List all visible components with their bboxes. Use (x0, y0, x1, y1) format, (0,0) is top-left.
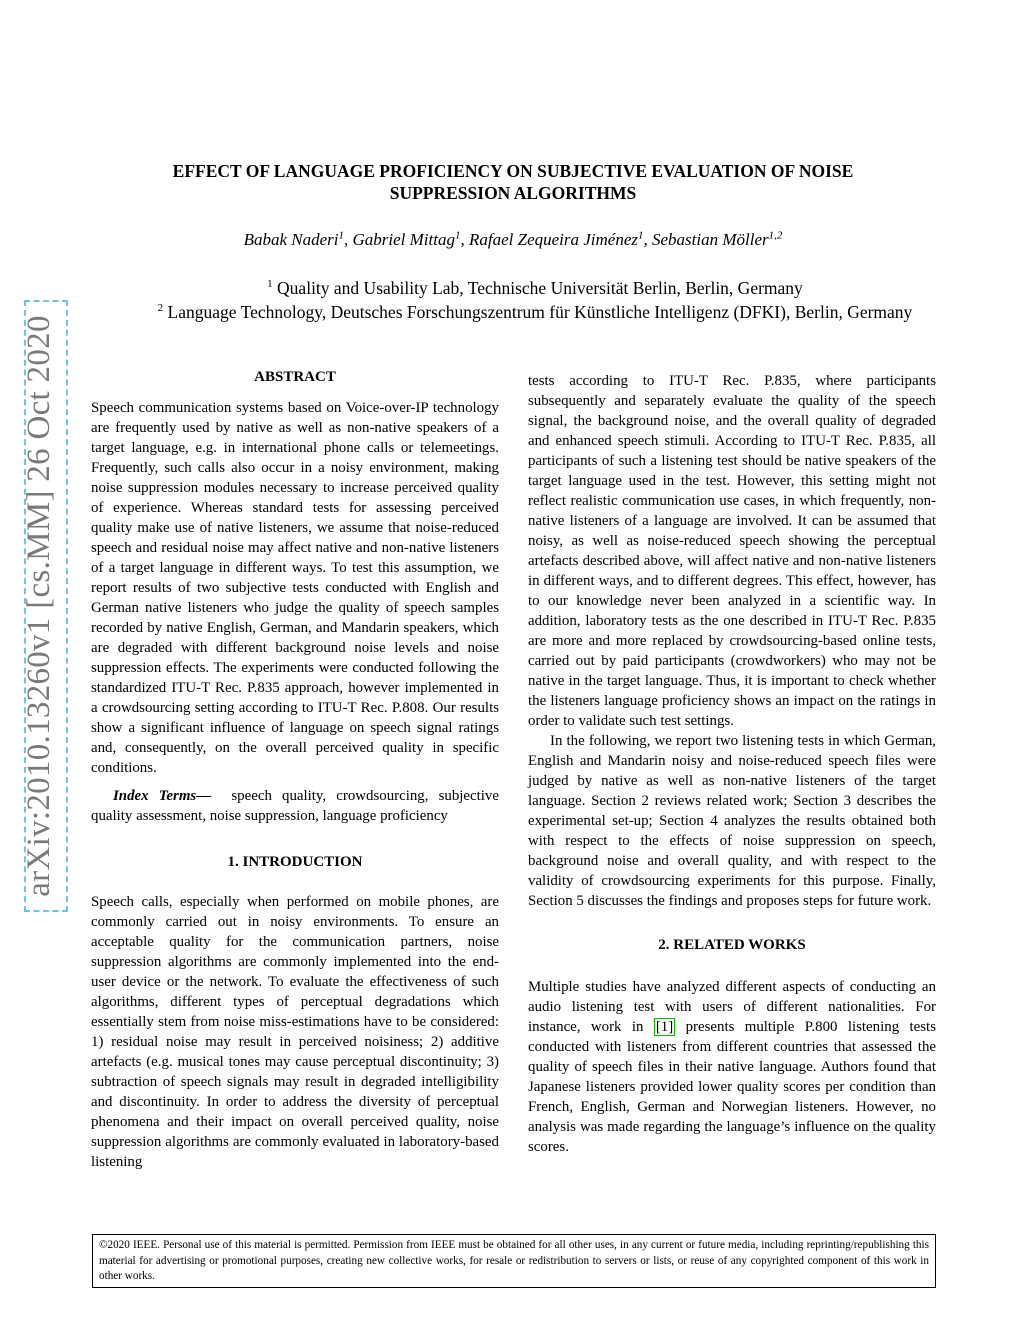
left-column (91, 367, 499, 1172)
author-name: Sebastian Möller (652, 230, 769, 249)
abstract-heading: ABSTRACT (254, 369, 336, 385)
introduction-heading: 1. INTRODUCTION (227, 854, 363, 870)
title-line-1: EFFECT OF LANGUAGE PROFICIENCY ON SUBJECTIVE EVALUATION OF NOISE (172, 161, 854, 181)
introduction-paragraph-1-continued: tests according to ITU-T Rec. P.835, where participants subsequently and separately evaluate the quality of the speech signal, the background noise, and the overall quality of degraded and enhanced speech stimuli. According to ITU-T Rec. P.835, all participants of such a listening test should be native speakers of the target language used in the test. However, this setting might not reflect realistic communication use cases, in which frequently, non-native listeners of a language are involved. It can be assumed that noisy, as well as noise-reduced speech showing the perceptual artefacts described above, will affect native and non-native listeners in different ways, and to different degrees. This effect, however, has to our knowledge never been analyzed in a scientific way. In addition, laboratory tests as the one described in ITU-T Rec. P.835 are more and more replaced by crowdsourcing-based online tests, carried out by paid participants (crowdworkers) who may not be native in the target language. Thus, it is important to check whether the listeners language proficiency shows an impact on the ratings in order to validate such test settings. (528, 373, 936, 729)
right-column (528, 371, 936, 1157)
title-line-2: SUPPRESSION ALGORITHMS (389, 183, 637, 203)
author-list: Babak Naderi$^1$, Gabriel Mittag$^1$, Rafael Zequeira Jiménez$^1$, Sebastian Möller$^{1,2}$ (243, 229, 783, 249)
related-text-start: Multiple studies have analyzed different aspects of conducting an audio listening test with users of different nationalities. For instance, work in (528, 979, 936, 1035)
related-works-paragraph (528, 977, 936, 1157)
author-affil-mark: 1 (638, 229, 644, 242)
introduction-paragraph-1: Speech calls, especially when performed on mobile phones, are commonly carried out in noisy environments. To ensure an acceptable quality for the communication partners, noise suppression algorithms are commonly implemented into the end-user device or the network. To evaluate the effectiveness of such algorithms, different types of perceptual degradations which essentially stem from noise miss-estimations have to be considered: 1) residual noise may result in perceived noisiness; 2) additive artefacts (e.g. musical tones may cause perceptual discontinuity; 3) subtraction of speech signals may result in degraded intelligibility and discontinuity. In order to address the diversity of perceptual phenomena and their impact on overall perceived quality, noise suppression algorithms are commonly evaluated in laboratory-based listening (91, 894, 499, 1170)
author-affil-mark: 1,2 (768, 229, 783, 242)
author-affil-mark: 1 (338, 229, 345, 242)
affiliation-mark: 1 (267, 278, 273, 291)
paper-title (100, 160, 926, 204)
index-terms-label: Index Terms— (113, 788, 212, 804)
copyright-notice: ©2020 IEEE. Personal use of this material is permitted. Permission from IEEE must be obtained for all other uses, in any current or future media, including reprinting/republishing this material for advertising or promotional purposes, creating new collective works, for resale or redistribution to servers or lists, or reuse of any copyrighted component of this work in other works. (92, 1234, 936, 1288)
author-name: Babak Naderi (243, 230, 339, 249)
author-name: Gabriel Mittag (352, 230, 455, 249)
related-text-end: presents multiple P.800 listening tests conducted with listeners from different countries that assessed the quality of speech files in their native language. Authors found that Japanese listeners provided lower quality scores per condition than French, English, German and Norwegian listeners. However, no analysis was made regarding the language’s influence on the quality scores. (528, 1019, 936, 1155)
affiliation-mark: 2 (157, 302, 164, 315)
index-terms-text: speech quality, crowdsourcing, subjective quality assessment, noise suppression, language proficiency (91, 788, 499, 824)
author-affil-mark: 1 (454, 229, 461, 242)
citation-link[interactable]: [1] (655, 1019, 674, 1035)
related-works-heading: 2. RELATED WORKS (658, 937, 806, 953)
affiliation-1 (60, 278, 1010, 299)
affiliation-text: Language Technology, Deutsches Forschungszentrum für Künstliche Intelligenz (DFKI), Berlin, Germany (167, 302, 913, 322)
index-terms (91, 786, 499, 826)
arxiv-identifier: arXiv:2010.13260v1 [cs.MM] 26 Oct 2020 (21, 315, 57, 897)
affiliation-2 (60, 302, 1010, 323)
introduction-paragraph-2: In the following, we report two listening tests in which German, English and Mandarin noisy and noise-reduced speech files were judged by native as well as non-native listeners of the target language. Section 2 reviews related work; Section 3 describes the experimental set-up; Section 4 analyzes the results obtained both with respect to the effects of noise suppression on speech, background noise and overall quality, and with respect to the validity of crowdsourcing experiments for this purpose. Finally, Section 5 discusses the findings and proposes steps for future work. (528, 733, 936, 909)
affiliation-text: Quality and Usability Lab, Technische Universität Berlin, Berlin, Germany (277, 278, 803, 298)
author-name: Rafael Zequeira Jiménez (468, 230, 638, 249)
abstract-text: Speech communication systems based on Voice-over-IP technology are frequently used by native as well as non-native speakers of a target language, e.g. in international phone calls or telemeetings. Frequently, such calls also occur in a noisy environment, making noise suppression modules necessary to increase perceived quality of experience. Whereas standard tests for assessing perceived quality make use of native listeners, we assume that noise-reduced speech and residual noise may affect native and non-native listeners of a target language in different ways. To test this assumption, we report results of two subjective tests conducted with English and German native listeners who judge the quality of speech samples recorded by native English, German, and Mandarin speakers, which are degraded with different background noise levels and noise suppression effects. The experiments were conducted following the standardized ITU-T Rec. P.835 approach, however implemented in a crowdsourcing setting according to ITU-T Rec. P.808. Our results show a significant influence of language on speech signal ratings and, consequently, on the overall perceived quality in specific conditions. (91, 400, 499, 776)
